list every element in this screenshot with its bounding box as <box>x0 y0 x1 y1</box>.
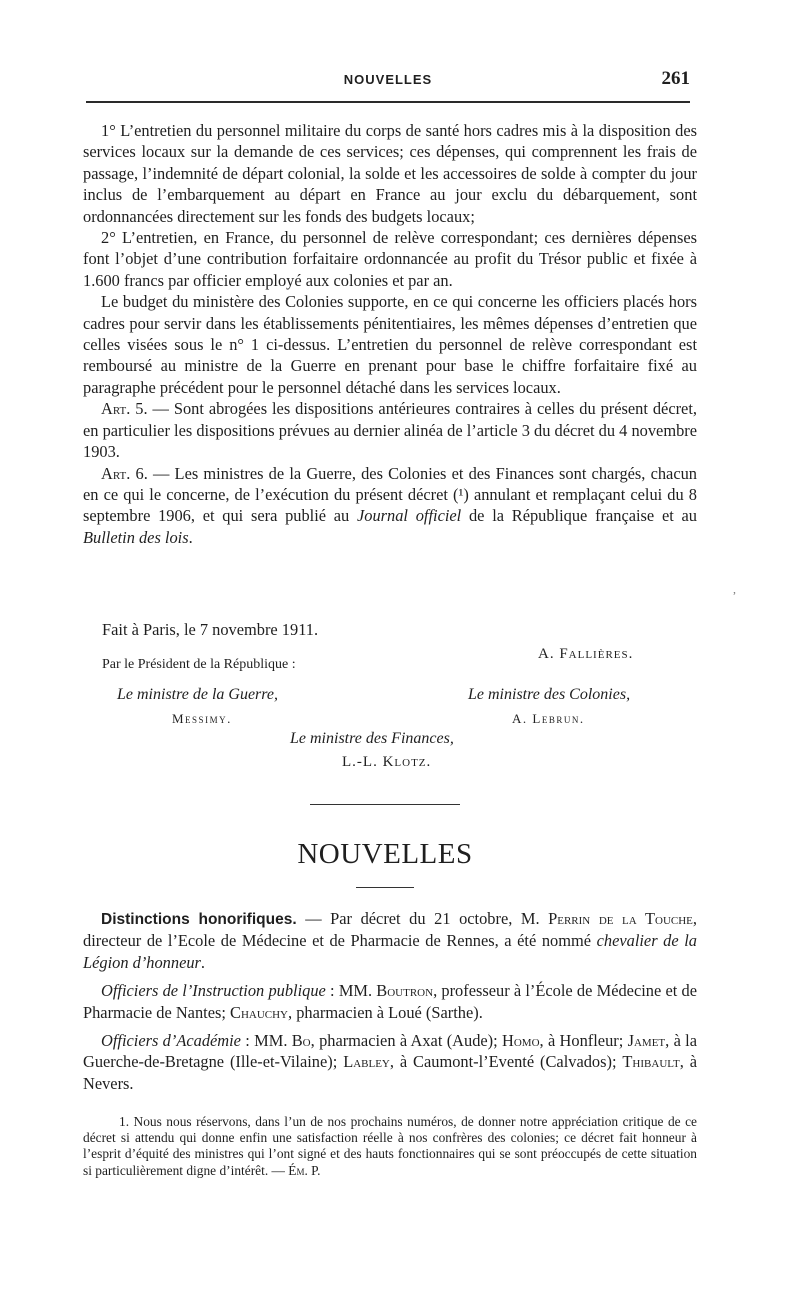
footnote <box>83 1114 697 1179</box>
officiers-academie-paragraph <box>83 1030 697 1094</box>
article-5-text: — Sont abrogées les dispositions antérieures contraires à celles du présent décret, en particulier les dispositions prévues au dernier alinéa de l’article 3 du décret du 4 novembre 1903. <box>83 399 697 462</box>
distinctions-paragraph <box>83 908 697 973</box>
officiers-ip-text-a: : MM. <box>325 981 377 1001</box>
journal-officiel: Journal officiel <box>357 506 462 526</box>
signature-klotz: L.-L. Klotz. <box>342 754 432 770</box>
decree-paragraph-2: 2° L’entretien, en France, du personnel de relève correspondant; ces dernières dépenses font l’objet d’une contribution forfaitaire ordonnancée au profit du Trésor public et fixée à 1.600 francs par officier employé aux colonies et par an. <box>83 228 697 290</box>
signature-president: A. Fallières. <box>538 646 634 662</box>
par-le-president: Par le Président de la République : <box>102 657 296 672</box>
ministre-finances-title: Le ministre des Finances, <box>290 730 454 747</box>
distinctions-text-a: — Par décret du 21 octobre, M. <box>296 909 549 928</box>
article-6-text-a: — Les ministres de la Guerre, des Colonies et des Finances sont chargés, chacun en ce qui le concerne, de l’exécution du présent décret (¹) annulant et remplaçant celui du 8 septembre 1906, et qui sera publié au <box>83 463 697 526</box>
academie-text-4: , à Caumont-l’Eventé (Calvados); <box>389 1052 623 1072</box>
section-title: NOUVELLES <box>297 838 473 870</box>
page-header <box>86 70 690 92</box>
academie-text-3: , à la Guerche-de-Bretagne (Ille-et-Vilaine); <box>83 1031 698 1072</box>
fait-a-paris: Fait à Paris, le 7 novembre 1911. <box>102 620 319 639</box>
signature-lebrun: A. Lebrun. <box>512 711 585 726</box>
margin-mark: , <box>733 582 736 596</box>
article-6-label: Art. 6. <box>101 463 148 483</box>
decree-paragraph-1: 1° L’entretien du personnel militaire du corps de santé hors cadres mis à la disposition des services locaux sur la demande de ces services; ces dépenses, qui comprennent les frais de passage, l’indemnité de départ colonial, la solde et les accessoires de solde à compter du jour inclus de l’embarquement au départ en France au jour exclu du débarquement, sont ordonnancées directement sur les fonds des budgets locaux; <box>83 121 697 226</box>
officiers-academie-label: Officiers d’Académie <box>101 1031 241 1051</box>
page-number: 261 <box>661 68 690 89</box>
article-6-end: . <box>188 527 193 547</box>
officiers-ip-text-c: , pharmacien à Loué (Sarthe). <box>288 1002 483 1022</box>
footnote-text: 1. Nous nous réservons, dans l’un de nos prochains numéros, de donner notre appréciation critique de ce décret si attendu qui donne enfin une satisfaction réelle à nos confrères des colonies; ce décret fait honneur à l’esprit d’équité des ministres qui l’ont signé et des hauts fonctionnaires qui se sont préoccupés de cette situation si particulièrement digne d’intérêt. — <box>83 1114 697 1178</box>
news-text <box>83 908 697 1101</box>
officiers-instruction-label: Officiers de l’Instruction publique <box>101 981 326 1001</box>
section-title-underline <box>356 887 414 888</box>
academie-text-a: : MM. <box>240 1031 292 1051</box>
article-5-label: Art. 5. <box>101 399 148 419</box>
name-perrin: Perrin de la Touche <box>548 909 693 928</box>
academie-text-2: , à Honfleur; <box>539 1031 628 1051</box>
distinctions-text-b: , directeur de l’Ecole de Médecine et de Pharmacie de Rennes, a été nommé <box>83 909 697 951</box>
name-homo: Homo <box>502 1031 540 1051</box>
legion-honneur: chevalier de la Légion d’honneur <box>83 931 697 972</box>
officiers-instruction-paragraph <box>83 980 697 1023</box>
decree-text <box>83 120 697 548</box>
name-labley: Labley <box>343 1052 390 1072</box>
header-rule <box>86 101 690 103</box>
ministre-guerre-title: Le ministre de la Guerre, <box>117 686 279 703</box>
running-head: NOUVELLES <box>343 72 433 87</box>
distinctions-label: Distinctions honorifiques. <box>101 911 297 928</box>
bulletin-des-lois: Bulletin des lois <box>83 527 189 547</box>
officiers-ip-text-b: , professeur à l’École de Médecine et de Pharmacie de Nantes; <box>83 981 697 1022</box>
distinctions-end: . <box>200 952 206 972</box>
decree-paragraph-3: Le budget du ministère des Colonies supporte, en ce qui concerne les officiers placés hors cadres pour servir dans les établissements pénitentiaires, les mêmes dépenses d’entretien que celles visées sous le n° 1 ci-dessus. L’entretien du personnel de relève correspondant est remboursé au ministre de la Guerre en prenant pour base le chiffre forfaitaire fixé au paragraphe précédent pour le personnel détaché dans les services locaux. <box>83 292 697 397</box>
name-thibault: Thibault <box>622 1052 680 1072</box>
article-6-text-b: de la République française et au <box>461 506 697 526</box>
signature-messimy: Messimy. <box>172 711 232 726</box>
article-5 <box>83 398 697 462</box>
article-6 <box>83 463 697 549</box>
name-bo: Bo <box>291 1031 311 1051</box>
academie-text-1: , pharmacien à Axat (Aude); <box>310 1031 503 1051</box>
ministre-colonies-title: Le ministre des Colonies, <box>468 686 631 703</box>
name-boutron: Boutron <box>376 981 434 1001</box>
name-jamet: Jamet <box>627 1031 666 1051</box>
section-divider-rule <box>310 804 460 805</box>
academie-text-5: , à Nevers. <box>83 1052 697 1093</box>
footnote-signature: Ém. P. <box>288 1162 321 1178</box>
name-chauchy: Chauchy <box>230 1002 289 1022</box>
